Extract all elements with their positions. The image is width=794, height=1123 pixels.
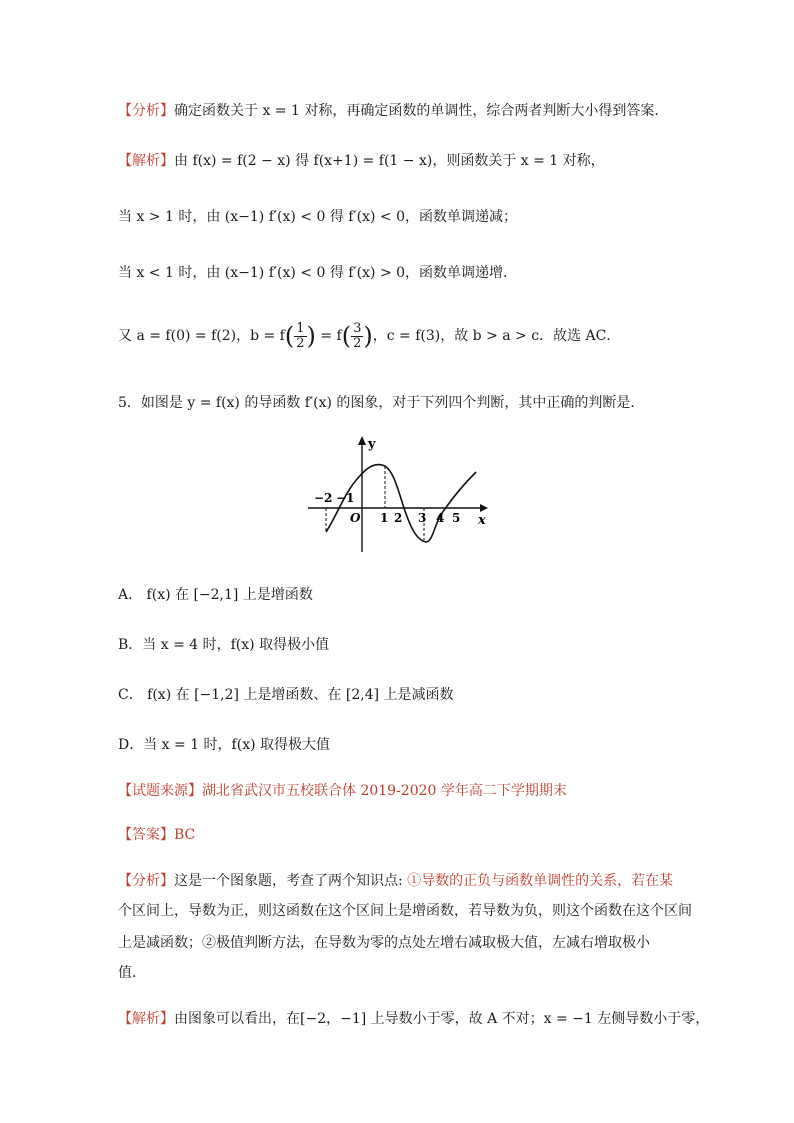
analysis2-text-1-red: ①导数的正负与函数单调性的关系，若在某 (407, 873, 674, 889)
analysis2-text-3: 上是减函数；②极值判断方法，在导数为零的点处左增右减取极大值，左减右增取极小 (118, 935, 650, 951)
fraction-numerator: 1 (296, 320, 305, 336)
source-tag: 【试题来源】 (118, 783, 202, 799)
source-line (118, 780, 678, 802)
solution-text-4b: = f (315, 328, 342, 344)
analysis2-line-4 (118, 962, 678, 984)
fraction-one-half (294, 322, 306, 351)
analysis2-text-2: 个区间上，导数为正，则这函数在这个区间上是增函数，若导数为负，则这个函数在这个区间 (118, 903, 692, 919)
x-axis-label: x (478, 513, 486, 528)
tick-label-5: 5 (452, 511, 461, 525)
paren-open: ( (284, 322, 295, 350)
option-b-text: B．当 x = 4 时，f(x) 取得极小值 (118, 637, 330, 653)
solution2-tag: 【解析】 (118, 1011, 174, 1027)
analysis2-text-1: 这是一个图象题，考查了两个知识点: (174, 873, 408, 889)
y-axis-label: y (368, 437, 376, 452)
question-stem-text: 5．如图是 y = f(x) 的导函数 f′(x) 的图象，对于下列四个判断，其中正确的判断是． (118, 395, 645, 411)
solution-line-4 (118, 316, 678, 356)
origin-label: O (350, 511, 361, 525)
solution-line-1 (118, 150, 678, 172)
option-d (118, 734, 678, 756)
paren-close: ) (363, 322, 373, 350)
solution2-text: 由图象可以看出，在[−2，−1] 上导数小于零，故 A 不对；x = −1 左侧导数小于零， (174, 1011, 710, 1027)
y-axis-arrow-icon (358, 436, 366, 445)
question-5-stem (118, 392, 678, 414)
option-d-text: D．当 x = 1 时，f(x) 取得极大值 (118, 737, 331, 753)
solution-text-4c: ，c = f(3)，故 b > a > c．故选 AC． (372, 328, 621, 344)
option-c (118, 684, 678, 706)
solution-text-4a: 又 a = f(0) = f(2)，b = f (118, 328, 285, 344)
analysis2-line-3 (118, 932, 678, 954)
solution-text-3: 当 x < 1 时，由 (x−1) f′(x) < 0 得 f′(x) > 0，函数单调递增． (118, 265, 518, 281)
fraction-three-halves (351, 322, 363, 351)
tick-label-3: 3 (418, 511, 427, 525)
paren-open: ( (341, 322, 352, 350)
solution-line-2 (118, 206, 678, 228)
answer-line (118, 824, 678, 846)
source-text: 湖北省武汉市五校联合体 2019-2020 学年高二下学期期末 (202, 783, 567, 799)
option-c-text: C． f(x) 在 [−1,2] 上是增函数、在 [2,4] 上是减函数 (118, 687, 454, 703)
analysis2-line-1 (118, 870, 678, 892)
option-b (118, 634, 678, 656)
answer-text: BC (174, 827, 196, 843)
solution-text-1: 由 f(x) = f(2 − x) 得 f(x+1) = f(1 − x)，则函数关于 x = 1 对称， (174, 153, 605, 169)
tick-label-neg2: −2 (314, 491, 333, 505)
fraction-numerator: 3 (353, 320, 362, 336)
paren-close: ) (306, 322, 316, 350)
fraction-denominator: 2 (353, 335, 362, 351)
analysis2-tag: 【分析】 (118, 873, 174, 889)
tick-label-4: 4 (436, 511, 445, 525)
analysis2-text-4: 值． (118, 965, 146, 981)
solution-text-2: 当 x > 1 时，由 (x−1) f′(x) < 0 得 f′(x) < 0，函数单调递减； (118, 209, 518, 225)
tick-label-2: 2 (394, 511, 403, 525)
tick-label-1: 1 (380, 511, 389, 525)
analysis2-line-2 (118, 900, 692, 922)
analysis-text: 确定函数关于 x = 1 对称，再确定函数的单调性，综合两者判断大小得到答案． (174, 103, 669, 119)
option-a-text: A． f(x) 在 [−2,1] 上是增函数 (118, 587, 313, 603)
x-axis-arrow-icon (480, 504, 488, 512)
analysis-line-1 (118, 100, 678, 122)
fraction-denominator: 2 (296, 335, 305, 351)
option-a (118, 584, 678, 606)
tick-label-neg1: −1 (336, 491, 355, 505)
derivative-graph (300, 432, 495, 562)
solution-line-3 (118, 262, 678, 284)
answer-tag: 【答案】 (118, 827, 174, 843)
solution-tag: 【解析】 (118, 153, 174, 169)
solution2-line-1 (118, 1008, 710, 1030)
analysis-tag: 【分析】 (118, 103, 174, 119)
